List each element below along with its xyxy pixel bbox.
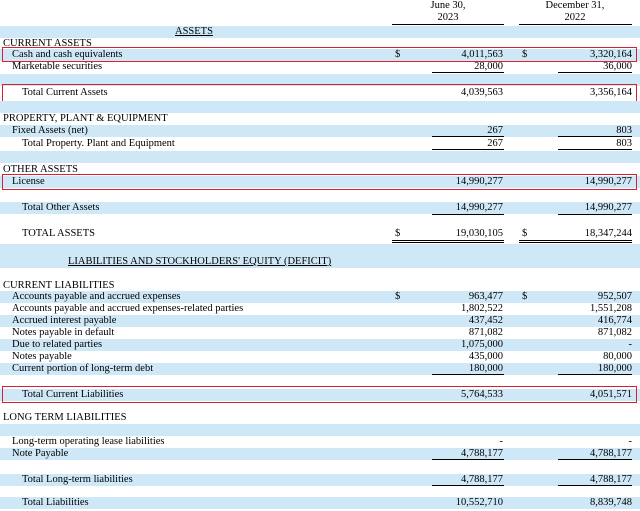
underline [432,136,504,137]
row-label: Accounts payable and accrued expenses [12,291,181,302]
table-row-fixed-assets [0,125,640,137]
spacer-row [0,151,640,163]
value-2022: 952,507 [597,291,632,302]
liabilities-title: LIABILITIES AND STOCKHOLDERS' EQUITY (DEFICIT) [68,256,332,267]
assets-title-row [0,26,640,38]
value-2023: 180,000 [468,363,503,374]
value-2023: 4,039,563 [461,87,503,98]
table-row-liability-1 [0,303,640,315]
spacer-row [0,268,640,280]
value-2023: 267 [487,125,503,136]
header-dec-line1: December 31, [545,0,605,11]
value-2023: 19,030,105 [455,228,503,239]
table-row-securities [0,61,640,73]
value-2022: - [628,436,632,447]
value-2022: 3,320,164 [590,49,632,60]
value-2023: 14,990,277 [455,176,503,187]
table-row-note-payable [0,448,640,460]
highlight-box-total-current-assets [2,84,637,102]
other-assets-heading: OTHER ASSETS [3,164,78,175]
row-label: Marketable securities [12,61,103,72]
value-2022: 8,839,748 [590,497,632,508]
underline [432,459,504,460]
value-2022: 4,788,177 [590,474,632,485]
header-june-line2: 2023 [437,12,459,23]
row-label: Fixed Assets (net) [12,125,88,136]
value-2022: 14,990,277 [584,202,632,213]
table-row-liability-3 [0,327,640,339]
ppe-heading-row [0,113,640,125]
highlight-box-cash [2,47,637,62]
row-label: Notes payable in default [12,327,115,338]
value-2023: 435,000 [468,351,503,362]
value-2023: 437,452 [468,315,503,326]
long-term-heading-row [0,412,640,424]
underline [432,214,504,215]
double-underline [519,240,632,243]
row-label: Notes payable [12,351,72,362]
row-label: Accounts payable and accrued expenses-related parties [12,303,244,314]
row-label: Current portion of long-term debt [12,363,154,374]
underline [558,459,632,460]
underline [432,374,504,375]
current-liabilities-heading: CURRENT LIABILITIES [3,280,115,291]
table-row-liability-4 [0,339,640,351]
value-2022: 180,000 [597,363,632,374]
row-label: TOTAL ASSETS [22,228,95,239]
value-2022: 4,051,571 [590,389,632,400]
table-row-total-assets [0,228,640,240]
spacer-row [0,424,640,436]
double-underline [392,240,504,243]
value-2023: 963,477 [468,291,503,302]
row-label: Long-term operating lease liabilities [12,436,165,447]
value-2023: 871,082 [468,327,503,338]
table-row-total-liabilities [0,497,640,509]
currency-sign: $ [522,291,528,302]
table-row-liability-6 [0,363,640,375]
row-label: Total Property. Plant and Equipment [22,138,175,149]
value-2022: 4,788,177 [590,448,632,459]
value-2022: 416,774 [597,315,632,326]
table-row-lease [0,436,640,448]
value-2022: 803 [616,138,632,149]
currency-sign: $ [395,291,401,302]
spacer-row [0,101,640,113]
value-2023: 4,788,177 [461,448,503,459]
table-row-liability-5 [0,351,640,363]
highlight-box-total-current-liabilities [2,386,637,403]
row-label: Total Current Liabilities [22,389,124,400]
row-label: Total Long-term liabilities [22,474,133,485]
value-2022: 14,990,277 [584,176,632,187]
underline [558,374,632,375]
value-2023: 4,788,177 [461,474,503,485]
value-2022: 80,000 [603,351,632,362]
value-2023: 267 [487,138,503,149]
spacer-row [0,189,640,201]
currency-sign: $ [522,49,528,60]
assets-title: ASSETS [175,26,213,37]
underline [558,149,632,150]
currency-sign: $ [395,49,401,60]
highlight-box-license [2,174,637,190]
underline [432,149,504,150]
value-2023: 1,075,000 [461,339,503,350]
table-row-total-other-assets [0,202,640,214]
underline [432,72,504,73]
underline [558,214,632,215]
row-label: Total Liabilities [22,497,89,508]
long-term-heading: LONG TERM LIABILITIES [3,412,127,423]
table-row-total-long-term [0,474,640,486]
row-label: Accrued interest payable [12,315,117,326]
table-row-total-ppe [0,138,640,150]
ppe-heading: PROPERTY, PLANT & EQUIPMENT [3,113,168,124]
row-label: Total Other Assets [22,202,100,213]
row-label: Cash and cash equivalents [12,49,123,60]
value-2022: 36,000 [603,61,632,72]
value-2022: 1,551,208 [590,303,632,314]
value-2022: 803 [616,125,632,136]
table-row-liability-0 [0,291,640,303]
spacer-row [0,461,640,473]
spacer-row [0,244,640,256]
value-2023: 4,011,563 [461,49,503,60]
row-label: License [12,176,45,187]
row-label: Total Current Assets [22,87,108,98]
current-assets-heading: CURRENT ASSETS [3,38,92,49]
value-2023: - [499,436,503,447]
currency-sign: $ [395,228,401,239]
underline [558,72,632,73]
value-2022: 18,347,244 [584,228,632,239]
header-june-line1: June 30, [430,0,466,11]
currency-sign: $ [522,228,528,239]
value-2023: 28,000 [474,61,503,72]
header-dec-line2: 2022 [564,12,586,23]
value-2022: - [628,339,632,350]
value-2022: 3,356,164 [590,87,632,98]
table-row-liability-2 [0,315,640,327]
row-label: Due to related parties [12,339,103,350]
liabilities-title-row [0,256,640,268]
value-2023: 5,764,533 [461,389,503,400]
header-underline-1 [392,24,504,25]
value-2023: 1,802,522 [461,303,503,314]
underline [558,136,632,137]
row-label: Note Payable [12,448,69,459]
value-2022: 871,082 [597,327,632,338]
value-2023: 10,552,710 [455,497,503,508]
header-underline-2 [519,24,632,25]
value-2023: 14,990,277 [455,202,503,213]
